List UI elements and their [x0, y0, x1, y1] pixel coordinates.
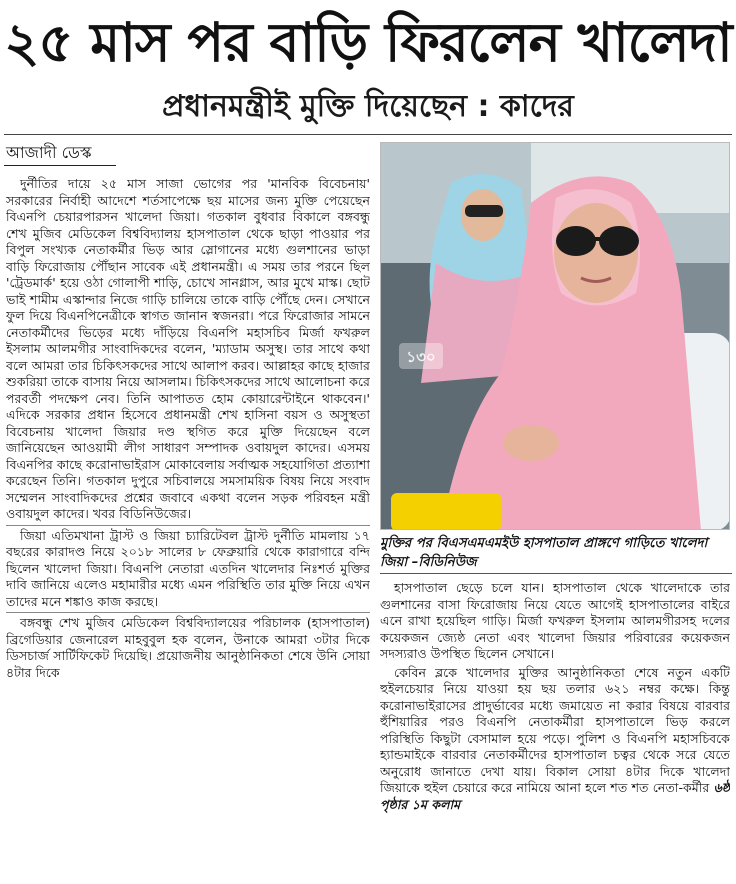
article-paragraph: দুর্নীতির দায়ে ২৫ মাস সাজা ভোগের পর 'মানবিক বিবেচনায়' সরকারের নির্বাহী আদেশে শর্তসাপেক্ষে ছয় মাসের জন্য মুক্তি পেয়েছেন বিএনপি চেয়ারপারসন খালেদা জিয়া। গতকাল বুধবার বিকালে বঙ্গবন্ধু শেখ মুজিব মেডিকেল বিশ্ববিদ্যালয় হাসপাতাল থেকে ছাড়া পাওয়ার পর বিপুল সংখ্যক নেতাকর্মীর ভিড় আর স্লোগানের মধ্যে গুলশানের ভাড়া বাড়ি ফিরোজায় পৌঁছান সাবেক এই প্রধানমন্ত্রী। এ সময় তার পরনে ছিল 'ট্রেডমার্ক' হয়ে ওঠা গোলাপী শাড়ি, চোখে সানগ্লাস, আর মুখে মাস্ক। ছোট ভাই শামীম এস্কান্দার নিজে গাড়ি চালিয়ে তাকে বাড়ি পৌঁছে দেন। সেখানে ফুল দিয়ে বিএনপিনেত্রীকে স্বাগত জানান স্বজনরা। পরে ফিরোজার সামনে নেতাকর্মীদের ভিড়ের মধ্যে দাঁড়িয়ে বিএনপি মহাসচিব মির্জা ফখরুল ইসলাম আলমগীর সাংবাদিকদের বলেন, 'ম্যাডাম অসুস্থ। তার সাথে কথা বলে আমরা তার চিকিৎসকদের সাথে আলাপ করব। আল্লাহর কাছে হাজার শুকরিয়া তাকে বাসায় নিয়ে আসলাম। চিকিৎসকদের সাথে আলোচনা করে পরবর্তী পদক্ষেপ নেব। তিনি আপাতত হোম কোয়ারেন্টাইনে থাকবেন।' এদিকে সরকার প্রধান হিসেবে প্রধানমন্ত্রী শেখ হাসিনা বয়স ও অসুস্থতা বিবেচনায় খালেদা জিয়ার দণ্ড স্থগিত করে মুক্তি দিয়েছেন বলে জানিয়েছেন আওয়ামী লীগ সাধারণ সম্পাদক ওবায়দুল কাদের। এসময় বিএনপির কাছে করোনাভাইরাস মোকাবেলায় সর্বাত্মক সহযোগিতা প্রত্যাশা করেছেন তিনি। গতকাল দুপুরে সচিবালয়ে সমসাময়িক বিষয় নিয়ে সংবাদ সম্মেলন সাংবাদিকদের প্রশ্নের জবাবে একথা বলেন সড়ক পরিবহন মন্ত্রী ওবায়দুল কাদের। খবর বিডিনিউজের।	[6, 176, 370, 521]
photo-watermark: ১৩০	[406, 348, 436, 366]
divider-rule	[4, 134, 732, 135]
article-paragraph	[380, 665, 730, 814]
byline: আজাদী ডেস্ক	[4, 142, 116, 166]
article-left-column	[6, 176, 370, 884]
continuation-note: ৬ষ্ঠ পৃষ্ঠার ১ম কলাম	[380, 780, 730, 812]
article-paragraph: বঙ্গবন্ধু শেখ মুজিব মেডিকেল বিশ্ববিদ্যালয়ের পরিচালক (হাসপাতাল) ব্রিগেডিয়ার জেনারেল মাহবুবুল হক বলেন, উনাকে আমরা ৩টার দিকে ডিসচার্জ সার্টিফিকেট দিয়েছি। প্রয়োজনীয় আনুষ্ঠানিকতা শেষে উনি সোয়া ৪টার দিকে	[6, 612, 370, 681]
article-paragraph-text: কেবিন ব্লকে খালেদার মুক্তির আনুষ্ঠানিকতা শেষে নতুন একটি হুইলচেয়ার নিয়ে যাওয়া হয় ছয় তলার ৬২১ নম্বর কক্ষে। কিন্তু করোনাভাইরাসের প্রাদুর্ভাবের মধ্যে জমায়েত না করার বিষয়ে বারবার হুঁশিয়ারির পরও বিএনপি নেতাকর্মীরা হাসপাতালে ভিড় করলে পরিস্থিতি কিছুটা বেসামাল হয়ে পড়ে। পুলিশ ও বিএনপি মহাসচিবকে হ্যান্ডমাইকে বারবার নেতাকর্মীদের হাসপাতাল চত্বর থেকে সরে যেতে অনুরোধ জানাতে দেখা যায়। বিকাল সোয়া ৪টার দিকে খালেদা জিয়াকে হুইল চেয়ারে করে নামিয়ে আনা হলে শত শত নেতা-কর্মীর	[380, 664, 730, 795]
article-paragraph: জিয়া এতিমখানা ট্রাস্ট ও জিয়া চ্যারিটেবল ট্রাস্ট দুর্নীতি মামলায় ১৭ বছরের কারাদণ্ড নিয়ে ২০১৮ সালের ৮ ফেব্রুয়ারি থেকে কারাগারে বন্দি ছিলেন খালেদা জিয়া। বিএনপি নেতারা এতদিন খালেদার নিঃশর্ত মুক্তির দাবি জানিয়ে এলেও মহামারীর মধ্যে এমন পরিস্থিতি তার মুক্তি নিয়ে এখন তাদের মনে শঙ্কাও কাজ করছে।	[6, 525, 370, 611]
photo-caption: মুক্তির পর বিএসএমএমইউ হাসপাতাল প্রাঙ্গণে গাড়িতে খালেদা জিয়া –বিডিনিউজ	[380, 534, 732, 574]
article-paragraph: হাসপাতাল ছেড়ে চলে যান। হাসপাতাল থেকে খালেদাকে তার গুলশানের বাসা ফিরোজায় নিয়ে যেতে আগেই হাসপাতালের বাইরে এনে রাখা হয়েছিল গাড়ি। মির্জা ফখরুল ইসলাম আলমগীরসহ দলের কয়েকজন জ্যেষ্ঠ নেতা এবং খালেদা জিয়ার পরিবারের কয়েকজন সদস্যরাও উপস্থিত ছিলেন সেখানে।	[380, 580, 730, 661]
headline: ২৫ মাস পর বাড়ি ফিরলেন খালেদা	[4, 10, 732, 74]
subheadline: প্রধানমন্ত্রীই মুক্তি দিয়েছেন : কাদের	[162, 89, 574, 124]
article-right-column	[380, 580, 730, 884]
news-photo	[380, 142, 730, 530]
photo-illustration	[381, 143, 730, 530]
